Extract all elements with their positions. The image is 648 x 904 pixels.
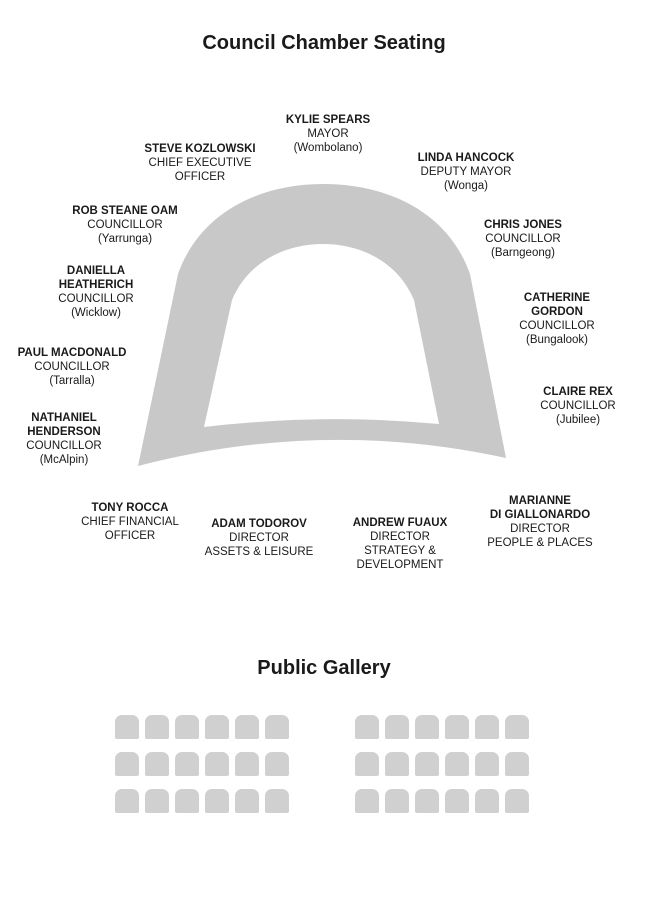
gallery-seat: [175, 789, 199, 813]
gallery-seat: [355, 752, 379, 776]
seat-name: CHRIS JONES: [484, 219, 562, 231]
gallery-seat: [355, 715, 379, 739]
gallery-seat: [145, 715, 169, 739]
gallery-seat: [235, 752, 259, 776]
seat-label-linda-hancock: [371, 151, 561, 193]
gallery-row: [115, 715, 289, 739]
gallery-seat: [265, 752, 289, 776]
gallery-seat: [355, 789, 379, 813]
gallery-seat: [115, 789, 139, 813]
seat-ward: (Tarralla): [49, 375, 95, 387]
seat-ward: (Barngeong): [491, 247, 555, 259]
seat-name: PAUL MACDONALD: [17, 347, 127, 359]
gallery-seat: [445, 715, 469, 739]
gallery-seat: [505, 715, 529, 739]
gallery-seat: [415, 789, 439, 813]
gallery-seat: [265, 715, 289, 739]
seat-name: NATHANIEL HENDERSON: [27, 412, 101, 438]
seat-name: ROB STEANE OAM: [72, 205, 178, 217]
gallery-seat: [415, 752, 439, 776]
seat-name: ADAM TODOROV: [211, 518, 307, 530]
seat-label-nathaniel-henderson: [0, 411, 159, 467]
gallery-block-right: [355, 715, 529, 826]
seat-name: MARIANNE DI GIALLONARDO: [489, 495, 591, 521]
seat-role: COUNCILLOR: [485, 233, 561, 245]
seat-ward: (Yarrunga): [97, 233, 153, 245]
gallery-seat: [415, 715, 439, 739]
seat-name: CATHERINE GORDON: [523, 292, 591, 318]
seat-name: ANDREW FUAUX: [352, 517, 448, 529]
gallery-seat: [475, 715, 499, 739]
gallery-seat: [385, 752, 409, 776]
gallery-seat: [385, 789, 409, 813]
seat-label-paul-macdonald: [0, 346, 167, 388]
gallery-seat: [445, 789, 469, 813]
gallery-row: [355, 789, 529, 813]
seat-ward: (Wombolano): [293, 142, 363, 154]
gallery-seat: [175, 715, 199, 739]
gallery-seat: [205, 752, 229, 776]
seat-role: COUNCILLOR: [519, 320, 595, 332]
gallery-seat: [475, 789, 499, 813]
seat-label-chris-jones: [428, 218, 618, 260]
gallery-row: [115, 789, 289, 813]
gallery-seat: [145, 752, 169, 776]
seat-role: COUNCILLOR: [58, 293, 134, 305]
seat-role: MAYOR: [307, 128, 349, 140]
gallery-seat: [265, 789, 289, 813]
gallery-row: [115, 752, 289, 776]
seat-role: DIRECTOR STRATEGY & DEVELOPMENT: [356, 531, 444, 571]
seat-label-marianne-di-giallonardo: [445, 494, 635, 550]
seat-name: LINDA HANCOCK: [417, 152, 515, 164]
seat-role: CHIEF FINANCIAL OFFICER: [81, 516, 179, 542]
seat-name: TONY ROCCA: [91, 502, 169, 514]
seat-ward: (Bungalook): [525, 334, 588, 346]
gallery-seat: [205, 715, 229, 739]
seat-role: DIRECTOR PEOPLE & PLACES: [487, 523, 593, 549]
seat-name: DANIELLA HEATHERICH: [58, 265, 134, 291]
seat-role: COUNCILLOR: [87, 219, 163, 231]
gallery-block-left: [115, 715, 289, 826]
seat-label-daniella-heatherich: [1, 264, 191, 320]
seat-role: CHIEF EXECUTIVE OFFICER: [148, 157, 252, 183]
gallery-seat: [445, 752, 469, 776]
gallery-seat: [115, 715, 139, 739]
gallery-title: Public Gallery: [257, 657, 391, 679]
seat-ward: (McAlpin): [39, 454, 89, 466]
gallery-seat: [385, 715, 409, 739]
seat-name: KYLIE SPEARS: [285, 114, 371, 126]
seat-label-claire-rex: [483, 385, 648, 427]
gallery-seat: [145, 789, 169, 813]
gallery-seat: [505, 752, 529, 776]
gallery-row: [355, 715, 529, 739]
seat-role: DEPUTY MAYOR: [420, 166, 512, 178]
seat-label-rob-steane: [30, 204, 220, 246]
gallery-seat: [205, 789, 229, 813]
seat-role: DIRECTOR ASSETS & LEISURE: [204, 532, 314, 558]
seat-role: COUNCILLOR: [540, 400, 616, 412]
seat-ward: (Jubilee): [555, 414, 601, 426]
seat-role: COUNCILLOR: [26, 440, 102, 452]
chamber-title: Council Chamber Seating: [202, 32, 446, 54]
gallery-seat: [505, 789, 529, 813]
seat-ward: (Wonga): [444, 180, 488, 192]
seat-ward: (Wicklow): [71, 307, 121, 319]
seat-label-steve-kozlowski: [105, 142, 295, 184]
gallery-seat: [235, 789, 259, 813]
gallery-row: [355, 752, 529, 776]
seat-name: CLAIRE REX: [543, 386, 613, 398]
seat-label-catherine-gordon: [462, 291, 648, 347]
gallery-seat: [175, 752, 199, 776]
seat-role: COUNCILLOR: [34, 361, 110, 373]
gallery-seat: [235, 715, 259, 739]
seat-name: STEVE KOZLOWSKI: [144, 143, 256, 155]
gallery-seat: [115, 752, 139, 776]
gallery-seat: [475, 752, 499, 776]
